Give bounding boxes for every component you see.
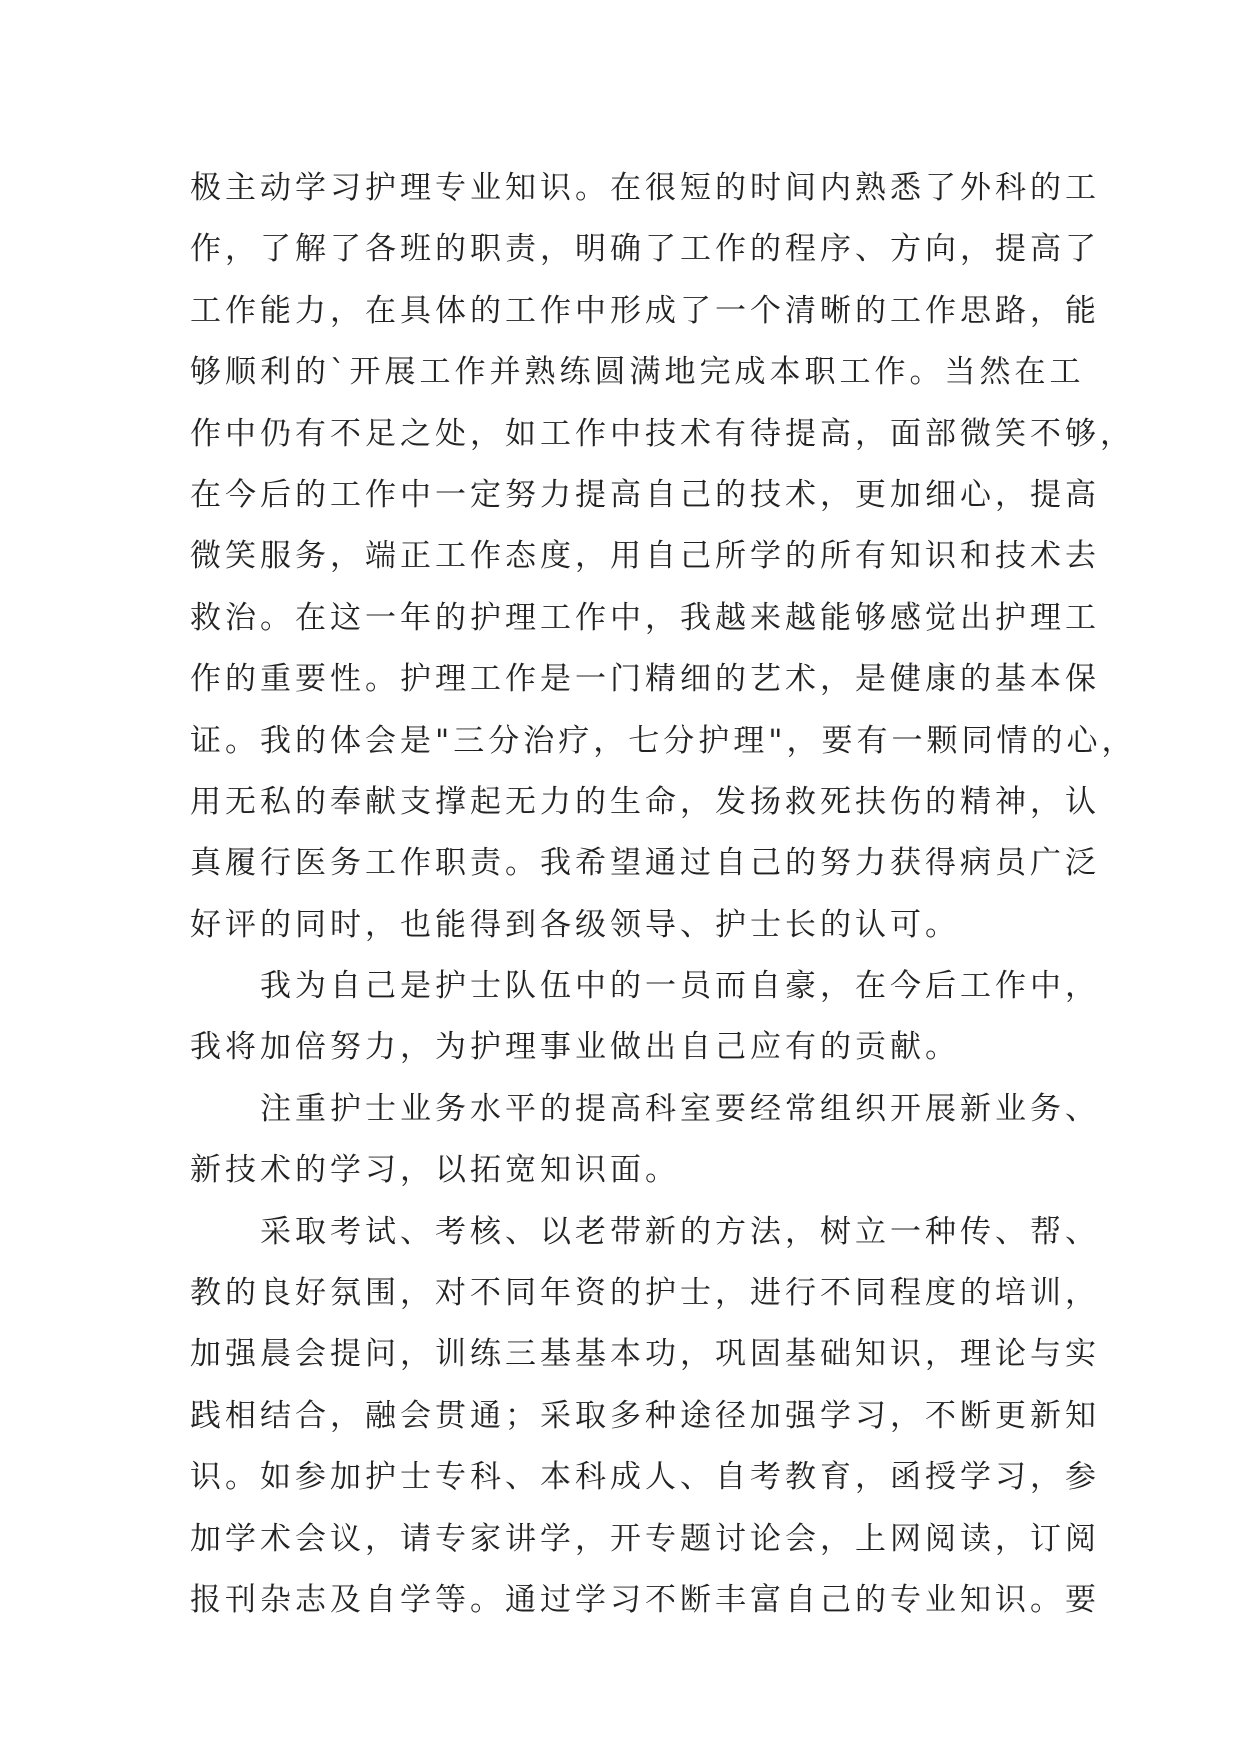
- text-line: 作中仍有不足之处，如工作中技术有待提高，面部微笑不够，: [190, 415, 1135, 452]
- text-line: 教的良好氛围，对不同年资的护士，进行不同程度的培训，: [190, 1275, 1100, 1312]
- text-line: 加强晨会提问，训练三基基本功，巩固基础知识，理论与实: [190, 1336, 1100, 1373]
- text-line: 我将加倍努力，为护理事业做出自己应有的贡献。: [190, 1029, 960, 1066]
- text-line: 微笑服务，端正工作态度，用自己所学的所有知识和技术去: [190, 538, 1100, 575]
- text-line: 加学术会议，请专家讲学，开专题讨论会，上网阅读，订阅: [190, 1520, 1100, 1557]
- text-line: 证。我的体会是"三分治疗，七分护理"，要有一颗同情的心，: [190, 722, 1137, 759]
- text-line: 践相结合，融会贯通；采取多种途径加强学习，不断更新知: [190, 1397, 1100, 1434]
- text-line: 识。如参加护士专科、本科成人、自考教育，函授学习，参: [190, 1459, 1100, 1496]
- text-line: 报刊杂志及自学等。通过学习不断丰富自己的专业知识。要: [190, 1581, 1100, 1618]
- body-text: [190, 158, 1137, 1631]
- text-line: 真履行医务工作职责。我希望通过自己的努力获得病员广泛: [190, 845, 1100, 882]
- text-line: 新技术的学习，以拓宽知识面。: [190, 1152, 680, 1189]
- text-line: 作的重要性。护理工作是一门精细的艺术，是健康的基本保: [190, 661, 1100, 698]
- text-line: 好评的同时，也能得到各级领导、护士长的认可。: [190, 906, 960, 943]
- text-line: 用无私的奉献支撑起无力的生命，发扬救死扶伤的精神，认: [190, 783, 1100, 820]
- text-line: 作，了解了各班的职责，明确了工作的程序、方向，提高了: [190, 231, 1100, 268]
- text-line: 工作能力，在具体的工作中形成了一个清晰的工作思路，能: [190, 292, 1100, 329]
- paragraph-first-line: 采取考试、考核、以老带新的方法，树立一种传、帮、: [260, 1213, 1100, 1250]
- paragraph-first-line: 注重护士业务水平的提高科室要经常组织开展新业务、: [260, 1090, 1100, 1127]
- text-line: 极主动学习护理专业知识。在很短的时间内熟悉了外科的工: [190, 170, 1100, 206]
- text-line: 够顺利的`开展工作并熟练圆满地完成本职工作。当然在工: [190, 354, 1085, 391]
- text-line: 救治。在这一年的护理工作中，我越来越能够感觉出护理工: [190, 599, 1100, 636]
- text-line: 在今后的工作中一定努力提高自己的技术，更加细心，提高: [190, 476, 1100, 513]
- paragraph-first-line: 我为自己是护士队伍中的一员而自豪，在今后工作中，: [260, 968, 1100, 1005]
